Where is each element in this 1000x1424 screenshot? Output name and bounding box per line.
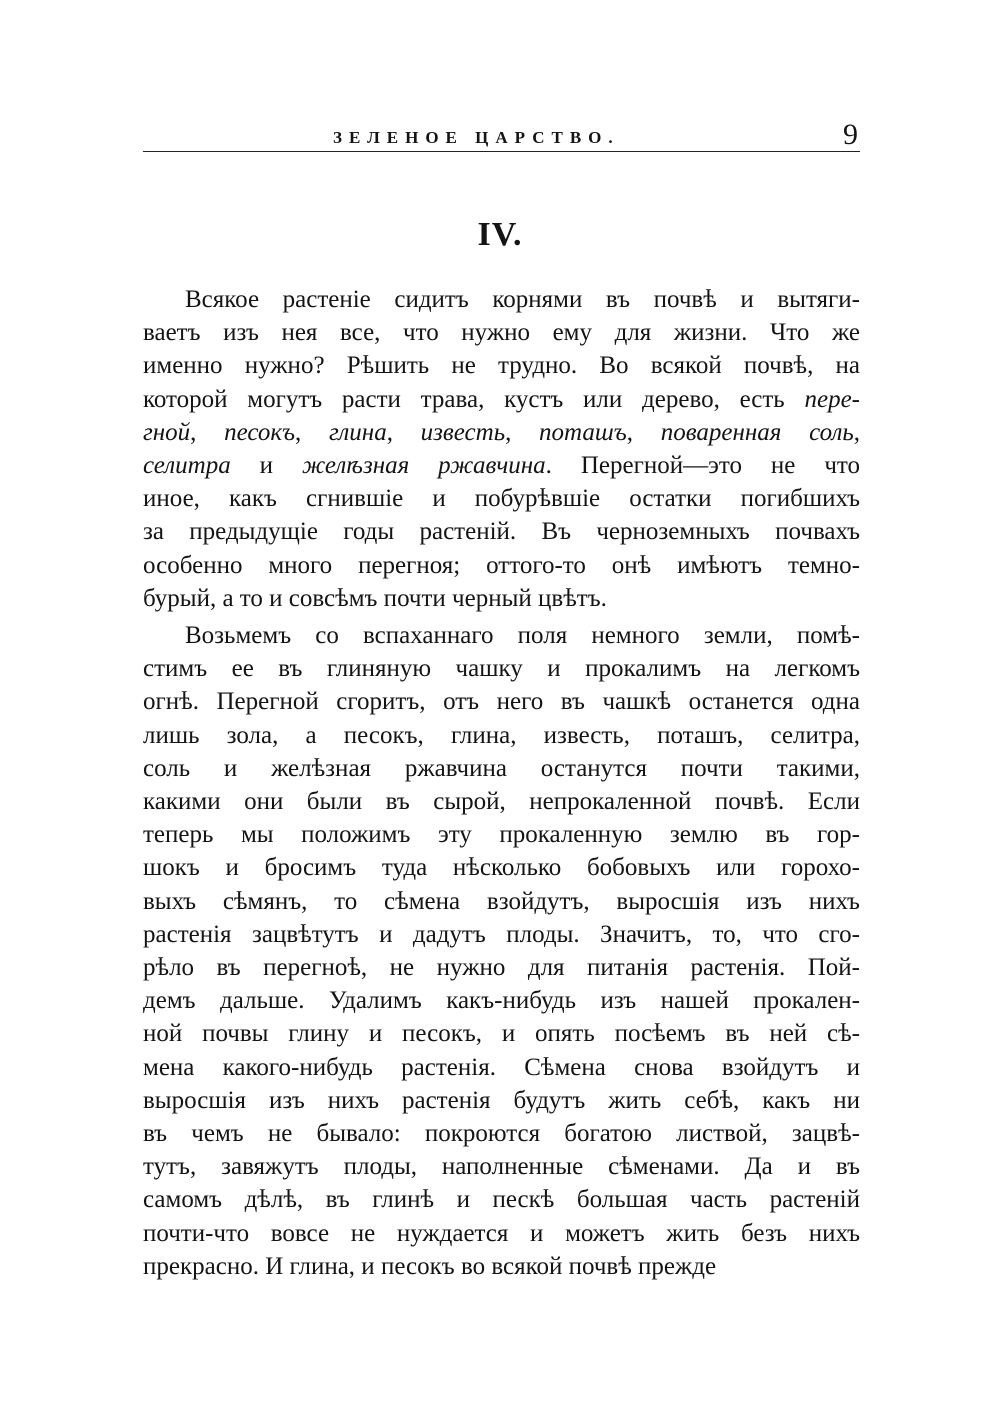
text-run: бурый, а то и совсѣмъ почти черный цвѣтъ. (143, 584, 607, 612)
text-line (143, 349, 860, 382)
body-text (143, 283, 860, 1283)
text-run: соль и желѣзная ржавчина останутся почти такими, (143, 754, 860, 782)
text-run: Всякое растеніе сидитъ корнями въ почвѣ и вытяги- (185, 286, 860, 313)
text-run: выхъ сѣмянъ, то сѣмена взойдутъ, выросшія изъ нихъ (143, 887, 860, 915)
text-run: иное, какъ сгнившіе и побурѣвшіе остатки погибшихъ (143, 485, 860, 513)
text-run: , (853, 418, 860, 446)
text-line (143, 1051, 860, 1084)
paragraph (143, 283, 860, 615)
text-line (143, 719, 860, 752)
text-line (143, 685, 860, 718)
text-run: которой могутъ расти трава, кустъ или дерево, есть (143, 385, 805, 413)
text-run: мена какого-нибудь растенія. Сѣмена снова взойдутъ и (143, 1053, 860, 1081)
italic-term: глина (328, 418, 387, 446)
text-line (143, 316, 860, 349)
text-run: лишь зола, а песокъ, глина, известь, поташъ, селитра, (143, 721, 860, 749)
text-line (143, 818, 860, 851)
text-line (143, 416, 860, 449)
text-run: огнѣ. Перегной сгоритъ, отъ него въ чашкѣ останется одна (143, 688, 860, 716)
text-run: . Перегной—это не что (545, 452, 860, 480)
paragraph (143, 619, 860, 1283)
text-run: и (230, 452, 302, 480)
text-run: растенія зацвѣтутъ и дадутъ плоды. Значитъ, то, что сго- (143, 920, 860, 948)
text-run: демъ дальше. Удалимъ какъ-нибудь изъ нашей прокален- (143, 987, 860, 1015)
running-title: ЗЕЛЕНОЕ ЦАРСТВО. (333, 128, 620, 147)
italic-term: песокъ (224, 418, 296, 446)
text-run: самомъ дѣлѣ, въ глинѣ и пескѣ большая часть растеній (143, 1186, 860, 1214)
text-run: , (190, 418, 225, 446)
text-line (143, 1183, 860, 1216)
text-line (143, 885, 860, 918)
header-rule (143, 151, 860, 152)
chapter-number: IV. (477, 216, 523, 253)
text-line (143, 582, 860, 615)
text-line (143, 515, 860, 548)
text-run: , (295, 418, 329, 446)
italic-term: пере- (804, 385, 860, 413)
text-line (143, 549, 860, 582)
text-run: , (386, 418, 421, 446)
text-line (143, 619, 860, 652)
text-line (143, 1017, 860, 1050)
italic-term: поташъ (539, 418, 627, 446)
text-line (143, 652, 860, 685)
text-run: почти-что вовсе не нуждается и можетъ жить безъ нихъ (143, 1219, 860, 1247)
italic-term: желѣзная ржавчина (301, 452, 546, 480)
italic-term: селитра (143, 452, 231, 480)
text-line (143, 482, 860, 515)
text-run: , (505, 418, 540, 446)
text-run: особенно много перегноя; оттого-то онѣ имѣютъ темно- (143, 551, 860, 579)
text-run: за предыдущіе годы растеній. Въ черноземныхъ почвахъ (143, 518, 860, 546)
text-run: какими они были въ сырой, непрокаленной почвѣ. Если (143, 788, 860, 816)
text-line (143, 951, 860, 984)
text-run: тутъ, завяжутъ плоды, наполненные сѣменами. Да и въ (143, 1153, 860, 1181)
text-run: , (626, 418, 661, 446)
text-line (143, 1084, 860, 1117)
text-line (143, 984, 860, 1017)
text-line (143, 785, 860, 818)
text-line (143, 383, 860, 416)
italic-term: гной (143, 418, 191, 446)
text-run: именно нужно? Рѣшить не трудно. Во всякой почвѣ, на (143, 352, 860, 380)
text-run: ваетъ изъ нея все, что нужно ему для жизни. Что же (143, 319, 860, 347)
text-run: теперь мы положимъ эту прокаленную землю въ гор- (143, 821, 860, 849)
text-line (143, 851, 860, 884)
page-number: 9 (843, 118, 858, 151)
text-run: шокъ и бросимъ туда нѣсколько бобовыхъ или горохо- (143, 854, 860, 882)
italic-term: известь (420, 418, 506, 446)
text-run: ной почвы глину и песокъ, и опять посѣемъ въ ней сѣ- (143, 1020, 860, 1048)
text-line (143, 1217, 860, 1250)
text-line (143, 1117, 860, 1150)
text-run: стимъ ее въ глиняную чашку и прокалимъ на легкомъ (143, 655, 860, 683)
text-run: рѣло въ перегноѣ, не нужно для питанія растенія. Пой- (143, 954, 860, 982)
text-run: въ чемъ не бывало: покроются богатою листвой, зацвѣ- (143, 1120, 860, 1148)
text-run: выросшія изъ нихъ растенія будутъ жить себѣ, какъ ни (143, 1086, 860, 1114)
text-line (143, 1150, 860, 1183)
text-line (143, 1250, 860, 1283)
text-line (143, 918, 860, 951)
text-line (143, 752, 860, 785)
running-head (143, 118, 860, 154)
text-run: Возьмемъ со вспаханнаго поля немного земли, помѣ- (185, 622, 860, 650)
text-line (143, 449, 860, 482)
text-line (143, 283, 860, 316)
text-run: прекрасно. И глина, и песокъ во всякой почвѣ прежде (143, 1252, 717, 1280)
italic-term: поваренная соль (660, 418, 854, 446)
